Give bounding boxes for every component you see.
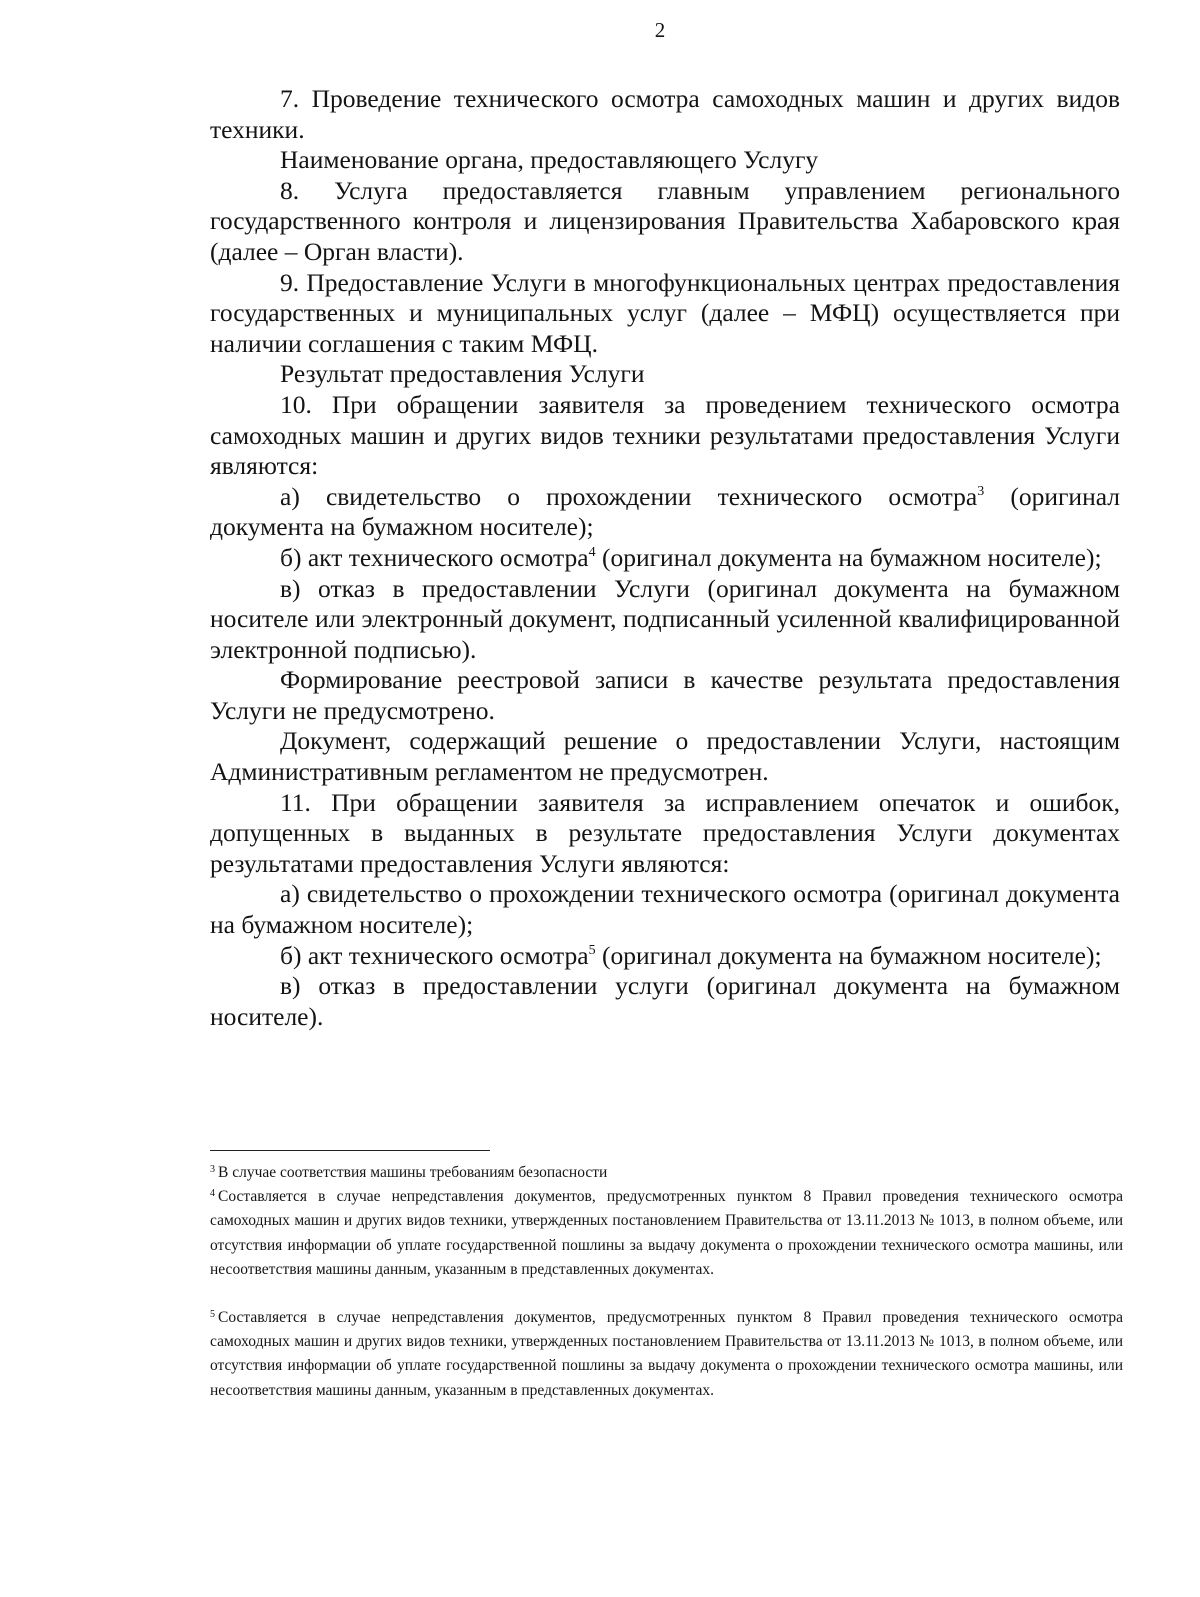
paragraph-10-b-text: б) акт технического осмотра [280,542,589,572]
paragraph-10-a-tail: (оригинал документа на бумажном носителе); [210,481,1120,542]
footnote-text: Составляется в случае непредставления документов, предусмотренных пунктом 8 Правил проведения технического осмотра самоходных машин и других видов техники, утвержденных постановлением Правительства от 13.11.2013 № 1013, в полном объеме, или отсутствия информации об уплате государственной пошлины за выдачу документа о прохождении технического осмотра машины, или несоответствия машины данным, указанным в представленных документах. [210,1309,1123,1399]
paragraph-11-b-tail: (оригинал документа на бумажном носителе); [595,940,1102,970]
footnote-ref-5[interactable]: 5 [588,942,596,958]
heading-service-result: Результат предоставления Услуги [280,359,645,389]
paragraph-10-a [210,482,1120,543]
heading-service-provider: Наименование органа, предоставляющего Услугу [280,145,819,175]
paragraph-11: 11. При обращении заявителя за исправлением опечаток и ошибок, допущенных в выданных в результате предоставления Услуги документах результатами предоставления Услуги являются: [210,787,1120,878]
footnote-5 [210,1306,1123,1403]
footnote-3 [210,1161,1123,1185]
paragraph-registry-note: Формирование реестровой записи в качестве результата предоставления Услуги не предусмотрено. [210,665,1120,725]
paragraph-11-b [210,941,1120,972]
paragraph-10-b [210,543,1120,574]
paragraph-9: 9. Предоставление Услуги в многофункциональных центрах предоставления государственных и муниципальных услуг (далее – МФЦ) осуществляется при наличии соглашения с таким МФЦ. [210,267,1120,358]
footnotes [210,1161,1123,1403]
page-number: 2 [654,18,666,42]
paragraph-10: 10. При обращении заявителя за проведением технического осмотра самоходных машин и других видов техники результатами предоставления Услуги являются: [210,389,1120,481]
footnote-mark: 3 [210,1164,215,1175]
paragraph-11-v: в) отказ в предоставлении услуги (оригинал документа на бумажном носителе). [210,971,1120,1031]
paragraph-11-b-text: б) акт технического осмотра [280,940,589,970]
paragraph-10-a-text: а) свидетельство о прохождении технического осмотра [280,481,978,511]
footnote-ref-4[interactable]: 4 [588,544,596,560]
paragraph-10-v: в) отказ в предоставлении Услуги (оригинал документа на бумажном носителе или электронный документ, подписанный усиленной квалифицированной электронной подписью). [210,573,1120,664]
document-body [210,84,1120,1032]
footnote-mark: 4 [210,1188,215,1200]
paragraph-7: 7. Проведение технического осмотра самоходных машин и других видов техники. [210,84,1120,144]
paragraph-10-b-tail: (оригинал документа на бумажном носителе); [595,542,1102,572]
footnote-mark: 5 [210,1309,215,1321]
footnote-text: Составляется в случае непредставления документов, предусмотренных пунктом 8 Правил проведения технического осмотра самоходных машин и других видов техники, утвержденных постановлением Правительства от 13.11.2013 № 1013, в полном объеме, или отсутствия информации об уплате государственной пошлины за выдачу документа о прохождении технического осмотра машины, или несоответствия машины данным, указанным в представленных документах. [210,1188,1123,1278]
footnote-text: В случае соответствия машины требованиям безопасности [218,1164,608,1181]
footnote-4 [210,1185,1123,1282]
paragraph-decision-note: Документ, содержащий решение о предоставлении Услуги, настоящим Административным регламентом не предусмотрен. [210,726,1120,787]
paragraph-8: 8. Услуга предоставляется главным управлением регионального государственного контроля и лицензирования Правительства Хабаровского края (далее – Орган власти). [210,175,1120,266]
paragraph-11-a: а) свидетельство о прохождении технического осмотра (оригинал документа на бумажном носителе); [210,879,1120,940]
footnote-separator [210,1150,490,1151]
footnote-ref-3[interactable]: 3 [977,483,985,499]
